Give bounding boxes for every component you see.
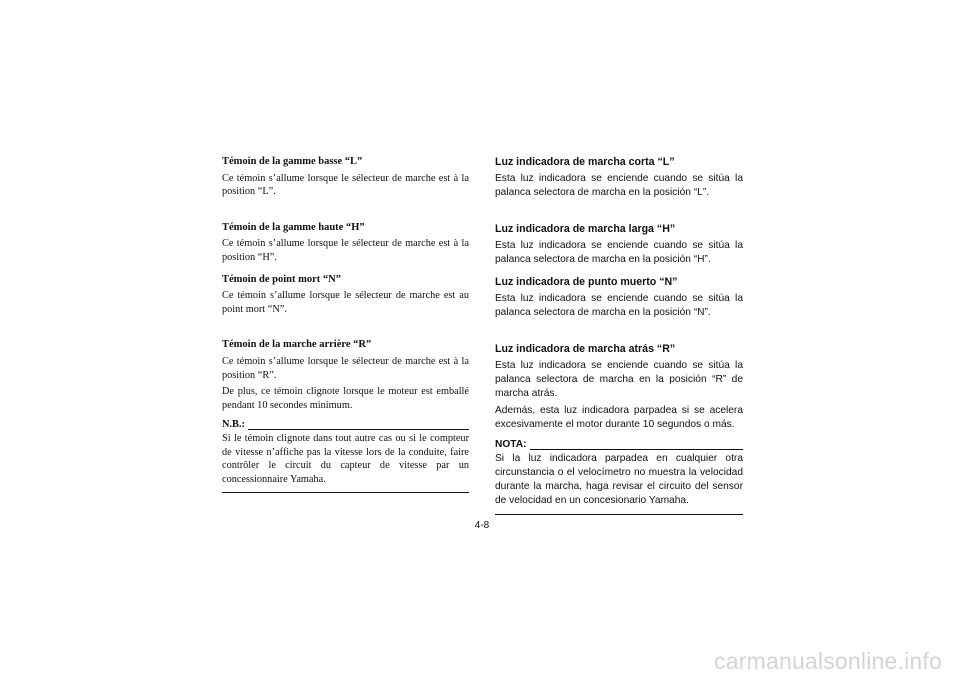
section-text: Ce témoin s’allume lorsque le sélecteur de marche est au point mort “N”. [222,290,469,315]
section-heading: Luz indicadora de marcha larga “H” [495,223,676,235]
section-heading: Luz indicadora de marcha corta “L” [495,156,675,168]
page-number: 4-8 [474,520,490,531]
section-text: Esta luz indicadora se enciende cuando se sitúa la palanca selectora de marcha en la posición “H”. [495,240,743,265]
section-text: Ce témoin s’allume lorsque le sélecteur de marche est à la position “L”. [222,172,469,198]
section-heading: Luz indicadora de punto muerto “N” [495,276,678,288]
note-text: Si le témoin clignote dans tout autre cas ou si le compteur de vitesse n’affiche pas la vitesse lors de la conduite, faire contrôler le circuit du capteur de vitesse par un concessionnaire Yamaha. [222,432,469,485]
spanish-column [495,155,743,515]
section-text: Además, esta luz indicadora parpadea si se acelera excesivamente el motor durante 10 segundos o más. [495,405,743,430]
french-column [222,155,469,493]
section-text: Ce témoin s’allume lorsque le sélecteur de marche est à la position “H”. [222,238,469,263]
note-rule [530,449,744,450]
note-header [495,438,743,452]
note-end-rule [495,514,743,515]
section-heading: Témoin de point mort “N” [222,273,341,285]
note-text: Si la luz indicadora parpadea en cualquier otra circunstancia o el velocímetro no muestra la velocidad durante la marcha, haga revisar el circuito del sensor de velocidad en un concesionario Yamaha. [495,453,743,506]
note-header [222,418,469,432]
note-label: NOTA: [495,439,527,450]
section-text: Esta luz indicadora se enciende cuando se sitúa la palanca selectora de marcha en la posición “N”. [495,293,743,318]
note-rule [248,429,469,430]
note-label: N.B.: [222,419,245,431]
section-heading: Luz indicadora de marcha atrás “R” [495,343,676,355]
section-heading: Témoin de la gamme basse “L” [222,156,363,167]
section-text: Esta luz indicadora se enciende cuando se sitúa la palanca selectora de marcha en la posición “R” de marcha atrás. [495,360,743,399]
watermark: carmanualsonline.info [714,648,942,674]
note-end-rule [222,492,469,493]
section-text: Esta luz indicadora se enciende cuando se sitúa la palanca selectora de marcha en la posición “L”. [495,173,743,198]
section-heading: Témoin de la gamme haute “H” [222,221,365,233]
section-heading: Témoin de la marche arrière “R” [222,339,372,351]
section-text: De plus, ce témoin clignote lorsque le moteur est emballé pendant 10 secondes minimum. [222,386,469,411]
section-text: Ce témoin s’allume lorsque le sélecteur de marche est à la position “R”. [222,355,469,381]
